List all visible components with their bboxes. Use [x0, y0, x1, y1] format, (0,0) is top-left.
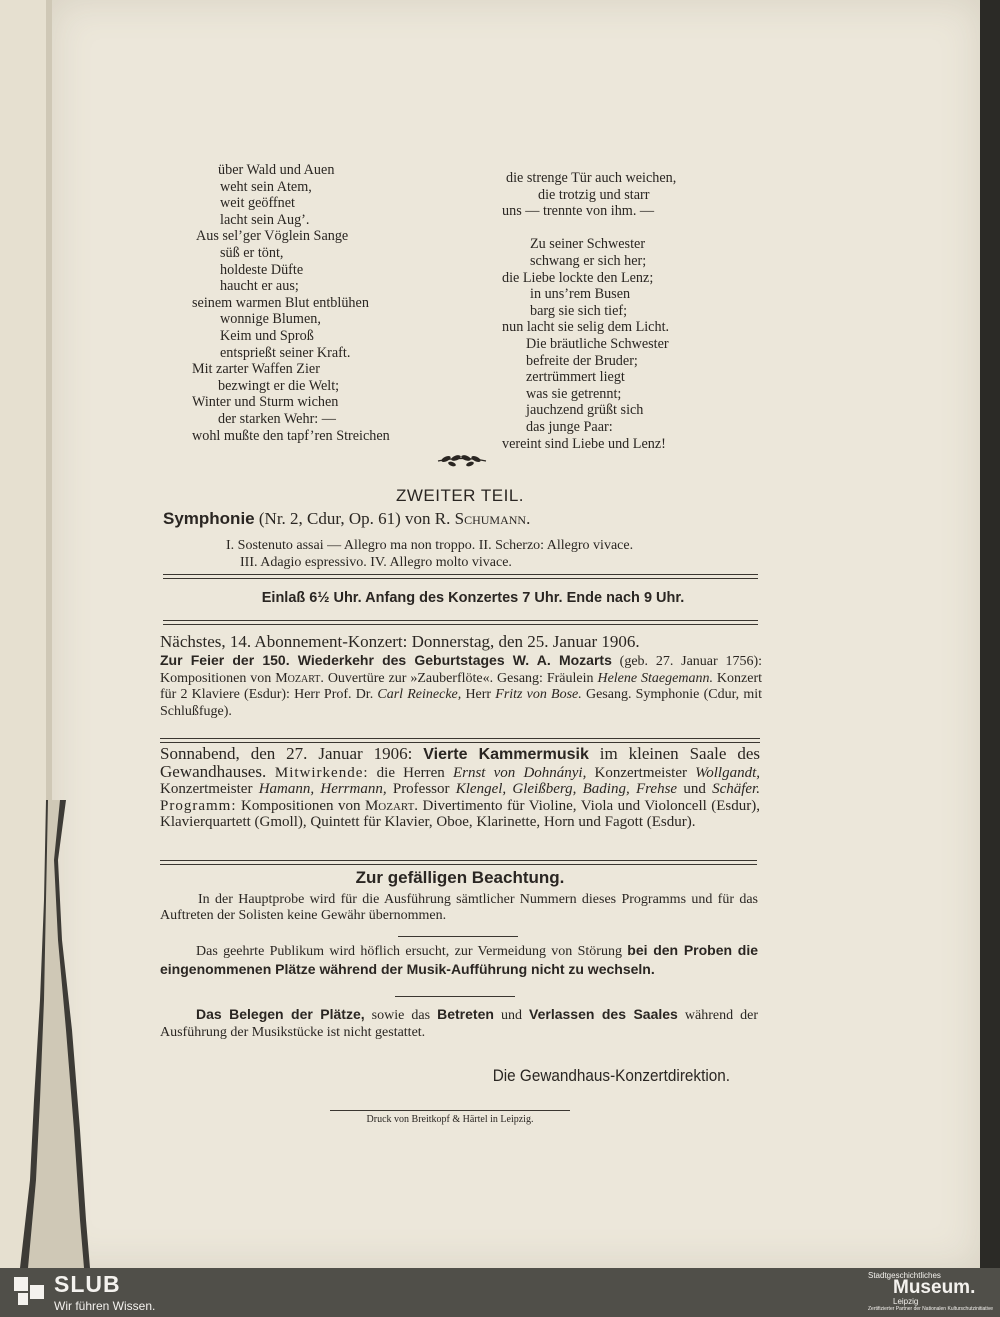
poem-line: die trotzig und starr	[538, 186, 650, 203]
composer-name: Mozart.	[364, 797, 419, 814]
museum-top-label: Stadtgeschichtliches	[868, 1271, 941, 1280]
poem-line: das junge Paar:	[526, 418, 613, 435]
symphony-title	[163, 509, 783, 529]
poem-line: befreite der Bruder;	[526, 352, 638, 369]
performer-name: Klengel, Gleißberg, Bading, Frehse	[455, 781, 678, 797]
symphony-details: (Nr. 2, Cdur, Op. 61) von R.	[254, 509, 455, 528]
chamber-text: Divertimento für Violine, Viola und Violoncell (Esdur), Klavierquartett (Gmoll), Quintett für Klavier, Oboe, Klarinette, Horn und Fagott (Esdur).	[160, 797, 761, 830]
poem-line: barg sie sich tief;	[530, 302, 628, 319]
short-divider	[398, 936, 518, 937]
poem-line	[500, 220, 676, 237]
poem-line: lacht sein Aug’.	[220, 211, 310, 228]
notice-paragraph-3	[160, 1006, 758, 1041]
poem-line: in uns’rem Busen	[530, 286, 631, 303]
short-divider	[395, 996, 515, 997]
museum-city: Leipzig	[893, 1297, 919, 1306]
notice-paragraph-2	[160, 942, 758, 979]
poem-line: bezwingt er die Welt;	[218, 377, 340, 394]
movements-line-1: I. Sostenuto assai — Allegro ma non troppo. II. Scherzo: Allegro vivace.	[226, 538, 634, 553]
chamber-date: Sonnabend, den 27. Januar 1906:	[160, 744, 424, 763]
poem-line: die strenge Tür auch weichen,	[506, 170, 677, 186]
notice-paragraph-1: In der Hauptprobe wird für die Ausführung sämtlicher Nummern dieses Programms und für das Auftreten der Solisten keine Gewähr übernommen.	[160, 892, 758, 923]
notice-emphasis: Verlassen des Saales	[529, 1006, 678, 1022]
next-concert-text: Konzert für 2 Klaviere (Esdur): Herr Prof. Dr.	[160, 670, 762, 702]
mozart-celebration-title: Zur Feier der 150. Wiederkehr des Geburtstages W. A. Mozarts	[160, 652, 612, 668]
museum-wordmark: Museum.	[893, 1277, 976, 1298]
chamber-text: die Herren	[368, 764, 453, 781]
pianist-name: Carl Reinecke,	[377, 687, 462, 702]
poem-line: die Liebe lockte den Lenz;	[502, 269, 654, 286]
poem-line: zertrümmert liegt	[526, 369, 625, 386]
notice-text: und	[493, 1008, 530, 1023]
poem-line: schwang er sich her;	[530, 252, 647, 269]
composer-name: Mozart.	[275, 670, 324, 686]
singer-name: Helene Staegemann.	[597, 670, 713, 686]
chamber-venue: im kleinen Saale des Gewandhauses.	[160, 744, 760, 781]
leaf-sprig-ornament-icon	[432, 452, 492, 470]
chamber-text: Konzertmeister	[586, 764, 696, 781]
poem-line: Aus sel’ger Vöglein Sange	[196, 228, 349, 245]
poem-line: weit geöffnet	[220, 195, 295, 212]
poem-line: Winter und Sturm wichen	[192, 394, 339, 411]
poem-line: Mit zarter Waffen Zier	[192, 361, 320, 378]
poem-line: weht sein Atem,	[220, 178, 312, 195]
slub-wordmark: SLUB	[54, 1271, 121, 1297]
signature: Die Gewandhaus-Konzertdirektion.	[492, 1066, 730, 1085]
double-rule	[163, 574, 758, 579]
performer-name: Hamann, Herrmann,	[258, 781, 387, 797]
poem-line: nun lacht sie selig dem Licht.	[502, 319, 670, 336]
chamber-text: Konzertmeister	[160, 781, 259, 797]
symphony-label: Symphonie	[163, 509, 255, 528]
notice-text: Das geehrte Publikum wird höflich ersucht, zur Vermeidung von Störung	[196, 944, 628, 959]
poem-line: wohl mußte den tapf’ren Streichen	[192, 427, 390, 444]
double-rule	[160, 860, 757, 865]
slub-logo-icon	[14, 1277, 46, 1307]
notice-heading: Zur gefälligen Beachtung.	[355, 868, 565, 887]
poem-line: Die bräutliche Schwester	[526, 335, 669, 352]
notice-emphasis: Betreten	[437, 1006, 494, 1022]
torn-paper-edge	[0, 800, 90, 1268]
poem-right-column	[500, 170, 676, 452]
poem-line: seinem warmen Blut entblühen	[192, 294, 369, 311]
scan-background-right	[980, 0, 1000, 1268]
performer-name: Schäfer.	[712, 781, 760, 797]
next-concert-heading: Nächstes, 14. Abonnement-Konzert: Donnerstag, den 25. Januar 1906.	[160, 632, 640, 651]
notice-text: während der Ausführung der Musikstücke ist nicht gestattet.	[160, 1008, 759, 1040]
notice-emphasis: Das Belegen der Plätze,	[196, 1006, 365, 1022]
next-concert-text: (geb. 27. Januar 1756): Kompositionen von	[160, 654, 762, 686]
poem-line: vereint sind Liebe und Lenz!	[502, 435, 666, 452]
poem-line: wonnige Blumen,	[220, 311, 321, 328]
poem-line: der starken Wehr: —	[218, 410, 336, 427]
poem-line: süß er tönt,	[220, 244, 284, 261]
performer-name: Wollgandt,	[695, 764, 761, 781]
next-concert-text: Ouvertüre zur »Zauberflöte«. Gesang: Fräulein	[323, 670, 598, 686]
next-concert-text: Gesang. Symphonie (Cdur, mit Schlußfuge).	[160, 687, 763, 719]
poem-line: jauchzend grüßt sich	[526, 402, 644, 419]
concert-times: Einlaß 6½ Uhr. Anfang des Konzertes 7 Uhr. Ende nach 9 Uhr.	[261, 590, 685, 606]
slub-tagline: Wir führen Wissen.	[54, 1299, 156, 1313]
chamber-text: Kompositionen von	[236, 797, 365, 814]
performer-name: Ernst von Dohnányi,	[452, 764, 587, 781]
notice-emphasis: bei den Proben die eingenommenen Plätze während der Musik-Aufführung nicht zu wechseln.	[160, 942, 758, 977]
printer-imprint: Druck von Breitkopf & Härtel in Leipzig.	[366, 1114, 534, 1125]
chamber-text: Professor	[386, 781, 456, 797]
poem-left-column	[190, 162, 390, 444]
pianist-name: Fritz von Bose.	[495, 687, 582, 702]
chamber-text: und	[677, 781, 713, 797]
movements-line-2: III. Adagio espressivo. IV. Allegro molto vivace.	[240, 555, 512, 570]
chamber-music-notice	[160, 746, 760, 831]
poem-line: entsprießt seiner Kraft.	[220, 344, 351, 361]
museum-partner-note: Zertifizierter Partner der Nationalen Kulturschutzinitiative	[868, 1306, 994, 1312]
poem-line: Zu seiner Schwester	[530, 236, 646, 253]
poem-line: uns — trennte von ihm. —	[502, 203, 655, 220]
double-rule	[160, 738, 760, 743]
imprint-rule	[330, 1110, 570, 1111]
next-concert-text: Herr	[461, 687, 496, 702]
poem-line: holdeste Düfte	[220, 261, 304, 278]
performers-label: Mitwirkende:	[274, 764, 369, 781]
poem-line: über Wald und Auen	[218, 162, 335, 178]
poem-line: haucht er aus;	[220, 278, 299, 295]
double-rule	[163, 620, 758, 625]
footer-bar	[0, 1268, 1000, 1317]
poem-line: Keim und Sproß	[220, 327, 314, 344]
next-concert-details	[160, 652, 762, 720]
section-heading: ZWEITER TEIL.	[395, 486, 525, 505]
composer-name: Schumann.	[454, 509, 531, 528]
poem-line: was sie getrennt;	[526, 385, 622, 402]
program-label: Programm:	[160, 797, 237, 814]
chamber-title: Vierte Kammermusik	[423, 746, 589, 763]
notice-text: sowie das	[364, 1008, 438, 1023]
